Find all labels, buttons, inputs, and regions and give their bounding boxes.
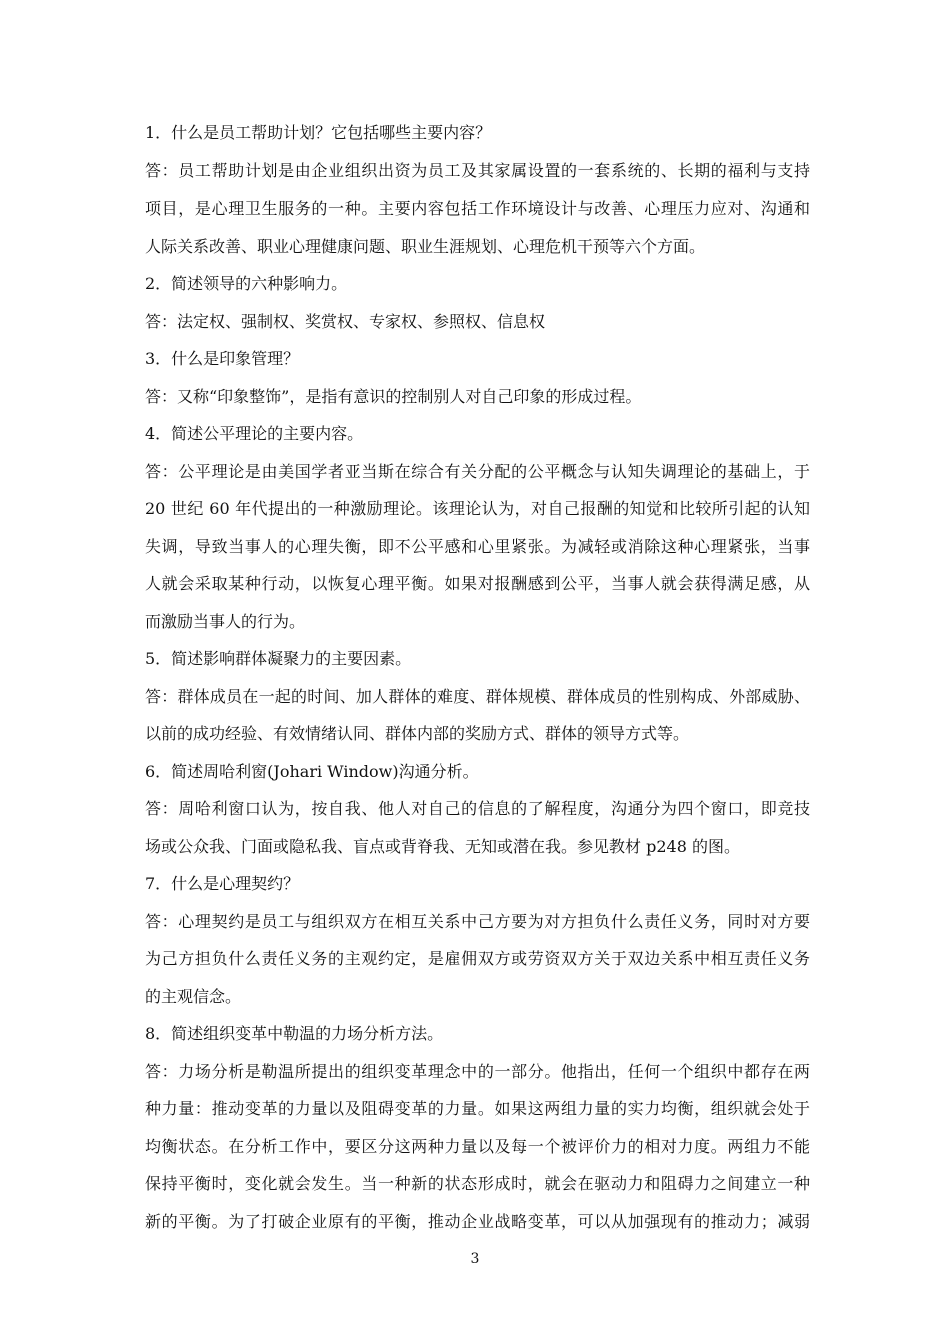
question-6: 6．简述周哈利窗(Johari Window)沟通分析。 bbox=[145, 762, 479, 781]
answer-5-line-1: 答：群体成员在一起的时间、加人群体的难度、群体规模、群体成员的性别构成、外部威胁、 bbox=[145, 687, 810, 706]
answer-4-line-5: 而激励当事人的行为。 bbox=[145, 612, 306, 631]
question-5: 5．简述影响群体凝聚力的主要因素。 bbox=[145, 649, 412, 668]
question-8: 8．简述组织变革中勒温的力场分析方法。 bbox=[145, 1024, 444, 1043]
answer-6-line-1: 答：周哈利窗口认为，按自我、他人对自己的信息的了解程度，沟通分为四个窗口，即竞技 bbox=[145, 799, 810, 818]
answer-4-line-1: 答：公平理论是由美国学者亚当斯在综合有关分配的公平概念与认知失调理论的基础上，于 bbox=[145, 462, 810, 481]
answer-7-line-3: 的主观信念。 bbox=[145, 987, 242, 1006]
answer-8-line-3: 均衡状态。在分析工作中，要区分这两种力量以及每一个被评价力的相对力度。两组力不能 bbox=[145, 1137, 810, 1156]
page-number: 3 bbox=[470, 1251, 480, 1267]
answer-1-line-1: 答：员工帮助计划是由企业组织出资为员工及其家属设置的一套系统的、长期的福利与支持 bbox=[145, 161, 810, 180]
question-3: 3．什么是印象管理？ bbox=[145, 349, 300, 368]
answer-8-line-2: 种力量：推动变革的力量以及阻碍变革的力量。如果这两组力量的实力均衡，组织就会处于 bbox=[145, 1099, 810, 1118]
answer-7-line-2: 为己方担负什么责任义务的主观约定，是雇佣双方或劳资双方关于双边关系中相互责任义务 bbox=[145, 949, 810, 968]
answer-8-line-1: 答：力场分析是勒温所提出的组织变革理念中的一部分。他指出，任何一个组织中都存在两 bbox=[145, 1062, 810, 1081]
answer-8-line-4: 保持平衡时，变化就会发生。当一种新的状态形成时，就会在驱动力和阻碍力之间建立一种 bbox=[145, 1174, 810, 1193]
answer-2: 答：法定权、强制权、奖赏权、专家权、参照权、信息权 bbox=[145, 312, 546, 331]
answer-6-line-2: 场或公众我、门面或隐私我、盲点或背脊我、无知或潜在我。参见教材 p248 的图。 bbox=[145, 837, 740, 856]
answer-1-line-2: 项目，是心理卫生服务的一种。主要内容包括工作环境设计与改善、心理压力应对、沟通和 bbox=[145, 199, 810, 218]
question-4: 4．简述公平理论的主要内容。 bbox=[145, 424, 364, 443]
answer-4-line-4: 人就会采取某种行动，以恢复心理平衡。如果对报酬感到公平，当事人就会获得满足感，从 bbox=[145, 574, 810, 593]
answer-5-line-2: 以前的成功经验、有效情绪认同、群体内部的奖励方式、群体的领导方式等。 bbox=[145, 724, 690, 743]
question-2: 2．简述领导的六种影响力。 bbox=[145, 274, 348, 293]
answer-4-line-2: 20 世纪 60 年代提出的一种激励理论。该理论认为，对自己报酬的知觉和比较所引起的认知 bbox=[145, 499, 810, 518]
answer-1-line-3: 人际关系改善、职业心理健康问题、职业生涯规划、心理危机干预等六个方面。 bbox=[145, 237, 706, 256]
answer-4-line-3: 失调，导致当事人的心理失衡，即不公平感和心里紧张。为减轻或消除这种心理紧张，当事 bbox=[145, 537, 810, 556]
answer-8-line-5: 新的平衡。为了打破企业原有的平衡，推动企业战略变革，可以从加强现有的推动力；减弱 bbox=[145, 1212, 810, 1231]
answer-3: 答：又称“印象整饰”，是指有意识的控制别人对自己印象的形成过程。 bbox=[145, 387, 642, 406]
answer-7-line-1: 答：心理契约是员工与组织双方在相互关系中己方要为对方担负什么责任义务，同时对方要 bbox=[145, 912, 810, 931]
question-7: 7．什么是心理契约？ bbox=[145, 874, 300, 893]
question-1: 1．什么是员工帮助计划？它包括哪些主要内容？ bbox=[145, 123, 492, 142]
